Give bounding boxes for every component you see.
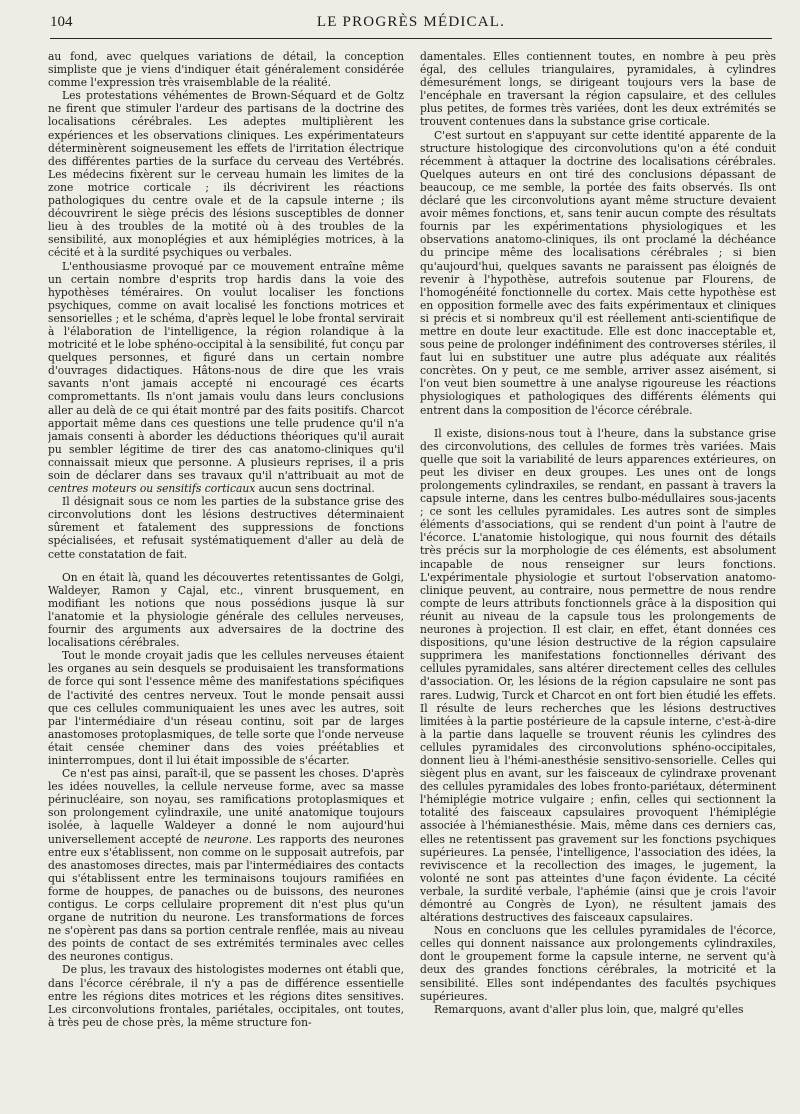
paragraph: au fond, avec quelques variations de détail, la conception simpliste que je viens d'indiquer était généralement considérée comme l'expression très vraisemblable de la réalité. [48, 50, 404, 90]
paragraph: Remarquons, avant d'aller plus loin, que, malgré qu'elles [434, 1002, 744, 1016]
paragraph: Il existe, disions-nous tout à l'heure, dans la substance grise des circonvolutions, des cellules de formes très variées. Mais quelle que soit la variabilité de leurs apparences extérieures, on peut les diviser en deux groupes. Les unes ont de longs prolongements cylindraxiles, se rendant, en passant à travers la capsule interne, dans les centres bulbo-médullaires sous-jacents ; ce sont les cellules pyramidales. Les autres sont de simples éléments d'associations, qui se rendent d'un point à l'autre de l'écorce. L'anatomie histologique, qui nous fournit des détails très précis sur la morphologie de ces éléments, est absolument incapable de nous renseigner sur leurs fonctions. L'expérimentale physiologie et surtout l'observation anatomo-clinique peuvent, au contraire, nous permettre de nous rendre compte de leurs attributs fonctionnels grâce à la disposition qui réunit au niveau de la capsule tous les prolongements de neurones à projection. Il est clair, en effet, étant données ces dispositions, qu'une lésion destructive de la région capsulaire supprimera les manifestations fonctionnelles dérivant des cellules pyramidales, sans altérer directement celles des cellules d'association. Or, les lésions de la région capsulaire ne sont pas rares. Ludwig, Turck et Charcot en ont fort bien étudié les effets. Il résulte de leurs recherches que les lésions destructives limitées à la partie postérieure de la capsule interne, c'est-à-dire à la partie dans laquelle se trouvent réunis les cylindres des cellules pyramidales des circonvolutions sphéno-occipitales, donnent lieu à l'hémi-anesthésie sensitivo-sensorielle. Celles qui siègent plus en avant, sur les faisceaux de cylindraxe provenant des cellules pyramidales des lobes fronto-pariétaux, déterminent l'hémiplégie motrice vulgaire ; enfin, celles qui sectionnent la totalité des faisceaux capsulaires provoquent l'hémiplégie associée à l'hémianesthésie. Mais, même dans ces derniers cas, elles ne retentissent pas gravement sur les fonctions psychiques supérieures. La pensée, l'intelligence, l'association des idées, la reviviscence et la recollection des images, le jugement, la volonté ne sont pas atteintes d'une façon évidente. La cécité verbale, la surdité verbale, l'aphémie (ainsi que je crois l'avoir démontré au Congrès de Lyon), ne résultent jamais des altérations destructives des faisceaux capsulaires. [420, 426, 776, 925]
paragraph-text: L'enthousiasme provoqué par ce mouvement entraîne même un certain nombre d'esprits trop hardis dans la voie des hypothèses téméraires. On voulut localiser les fonctions psychiques, comme on avait localisé les fonctions motrices et sensorielles ; et le schéma, d'après lequel le lobe frontal servirait à l'élaboration de l'intelligence, la région rolandique à la motricité et le lobe sphéno-occipital à la sensibilité, fut conçu par quelques personnes, et figuré dans un certain nombre d'ouvrages didactiques. Hâtons-nous de dire que les vrais savants n'ont jamais accepté ni encouragé ces écarts compromettants. Ils n'ont jamais voulu dans leurs conclusions aller au delà de ce qui était montré par des faits positifs. Charcot apportait même dans ces questions une telle prudence qu'il n'a jamais consenti à aborder les déductions théoriques qu'il aurait pu sembler légitime de tirer des cas anatomo-cliniques qu'il connaissait mieux que personne. A plusieurs reprises, il a pris soin de déclarer dans ses travaux qu'il n'attribuait au mot de [48, 259, 404, 482]
paragraph: Nous en concluons que les cellules pyramidales de l'écorce, celles qui donnent naissance aux prolongements cylindraxiles, dont le groupement forme la capsule interne, ne servent qu'à deux des grandes fonctions cérébrales, la motricité et la sensibilité. Elles sont indépendantes des facultés psychiques supérieures. [420, 924, 776, 1003]
header-rule [50, 38, 772, 39]
paragraph [48, 260, 404, 496]
paragraph: Les protestations véhémentes de Brown-Séquard et de Goltz ne firent que stimuler l'ardeur des partisans de la doctrine des localisations cérébrales. Les adeptes multiplièrent les expériences et les observations cliniques. Les expérimentateurs déterminèrent soigneusement les effets de l'irritation électrique des différentes parties de la surface du cerveau des Vertébrés. Les médecins fixèrent sur le cerveau humain les limites de la zone motrice corticale ; ils décrivirent les réactions pathologiques du centre ovale et de la capsule interne ; ils découvrirent le siège précis des lésions susceptibles de donner lieu à des troubles de la motité où à des troubles de la sensibilité, aux monoplégies et aux hémiplégies motrices, à la cécité et à la surdité psychiques ou verbales. [48, 89, 404, 260]
paragraph: damentales. Elles contiennent toutes, en nombre à peu près égal, des cellules triangulaires, pyramidales, à cylindres démesurément longs, se dirigeant toujours vers la base de l'encéphale en traversant la région capsulaire, et des cellules plus petites, de formes très variées, dont les deux extrémités se trouvent contenues dans la substance grise corticale. [420, 50, 776, 129]
paragraph-text: Ce n'est pas ainsi, paraît-il, que se passent les choses. D'après les idées nouvelles, la cellule nerveuse forme, avec sa masse périnucléaire, son noyau, ses ramifications protoplasmiques et son prolongement cylindraxile, une unité anatomique toujours isolée, à laquelle Waldeyer a donné le nom aujourd'hui universellement accepté de [48, 767, 404, 846]
running-title: LE PROGRÈS MÉDICAL. [316, 14, 506, 30]
right-column [420, 50, 776, 1106]
italic-term: neurone [203, 832, 249, 846]
left-column [48, 50, 404, 1106]
paragraph-text: . Les rapports des neurones entre eux s'établissent, non comme on le supposait autrefois, par des anastomoses directes, mais par l'intermédiaires des contacts qui s'établissent entre les terminaisons toujours ramifiées en forme de houppes, de panaches ou de buissons, des neurones contigus. Le corps cellulaire proprement dit n'est plus qu'un organe de nutrition du neurone. Les transformations de forces ne s'opèrent pas dans sa portion centrale renflée, mais au niveau des points de contact de ses extrémités terminales avec celles des neurones contigus. [48, 832, 404, 964]
italic-term: centres moteurs ou sensitifs corticaux [48, 482, 256, 496]
paragraph-text: aucun sens doctrinal. [258, 482, 375, 496]
paragraph: On en était là, quand les découvertes retentissantes de Golgi, Waldeyer, Ramon y Cajal, etc., vinrent brusquement, en modifiant les notions que nous possédions jusque là sur l'anatomie et la physiologie générale des cellules nerveuses, fournir des arguments aux adversaires de la doctrine des localisations cérébrales. [48, 570, 404, 650]
paragraph: C'est surtout en s'appuyant sur cette identité apparente de la structure histologique des circonvolutions qu'on a été conduit récemment à attaquer la doctrine des localisations cérébrales. Quelques auteurs en ont tiré des conclusions dépassant de beaucoup, ce me semble, la portée des faits observés. Ils ont déclaré que les circonvolutions ayant même structure devaient avoir mêmes fonctions, et, sans tenir aucun compte des résultats fournis par les expérimentations physiologiques et les observations anatomo-cliniques, ils ont proclamé la déchéance du principe même des localisations cérébrales ; si bien qu'aujourd'hui, quelques savants ne paraissent pas éloignés de revenir à l'hypothèse, autrefois soutenue par Flourens, de l'homogénéité fonctionnelle du cortex. Mais cette hypothèse est en opposition formelle avec des faits expérimentaux et cliniques si précis et si nombreux qu'il est réellement anti-scientifique de mettre en doute leur exactitude. Elle est donc inacceptable et, sous peine de prolonger indéfiniment des controverses stériles, il faut lui en substituer une autre plus adéquate aux réalités concrètes. On y peut, ce me semble, arriver assez aisément, si l'on veut bien soumettre à une analyse rigoureuse les réactions physiologiques et pathologiques des différents éléments qui entrent dans la composition de l'écorce cérébrale. [420, 128, 776, 417]
paragraph: De plus, les travaux des histologistes modernes ont établi que, dans l'écorce cérébrale, il n'y a pas de différence essentielle entre les régions dites motrices et les régions dites sensitives. Les circonvolutions frontales, pariétales, occipitales, ont toutes, à très peu de chose près, la même structure fon- [48, 963, 404, 1029]
page-number: 104 [50, 14, 73, 30]
paragraph [48, 767, 404, 963]
page-header [50, 14, 772, 36]
paragraph: Il désignait sous ce nom les parties de la substance grise des circonvolutions dont les lésions destructives déterminaient sûrement et fatalement des suppressions de fonctions spécialisées, et refusait systématiquement d'aller au delà de cette constatation de fait. [48, 495, 404, 561]
paragraph: Tout le monde croyait jadis que les cellules nerveuses étaient les organes au sein desquels se produisaient les transformations de force qui sont l'essence même des manifestations spécifiques de l'activité des centres nerveux. Tout le monde pensait aussi que ces cellules communiquaient les unes avec les autres, soit par l'intermédiaire d'un réseau continu, soit par de larges anastomoses protoplasmiques, de telle sorte que l'onde nerveuse était censée cheminer dans des voies préétablies et ininterrompues, dont il lui était impossible de s'écarter. [48, 649, 404, 767]
